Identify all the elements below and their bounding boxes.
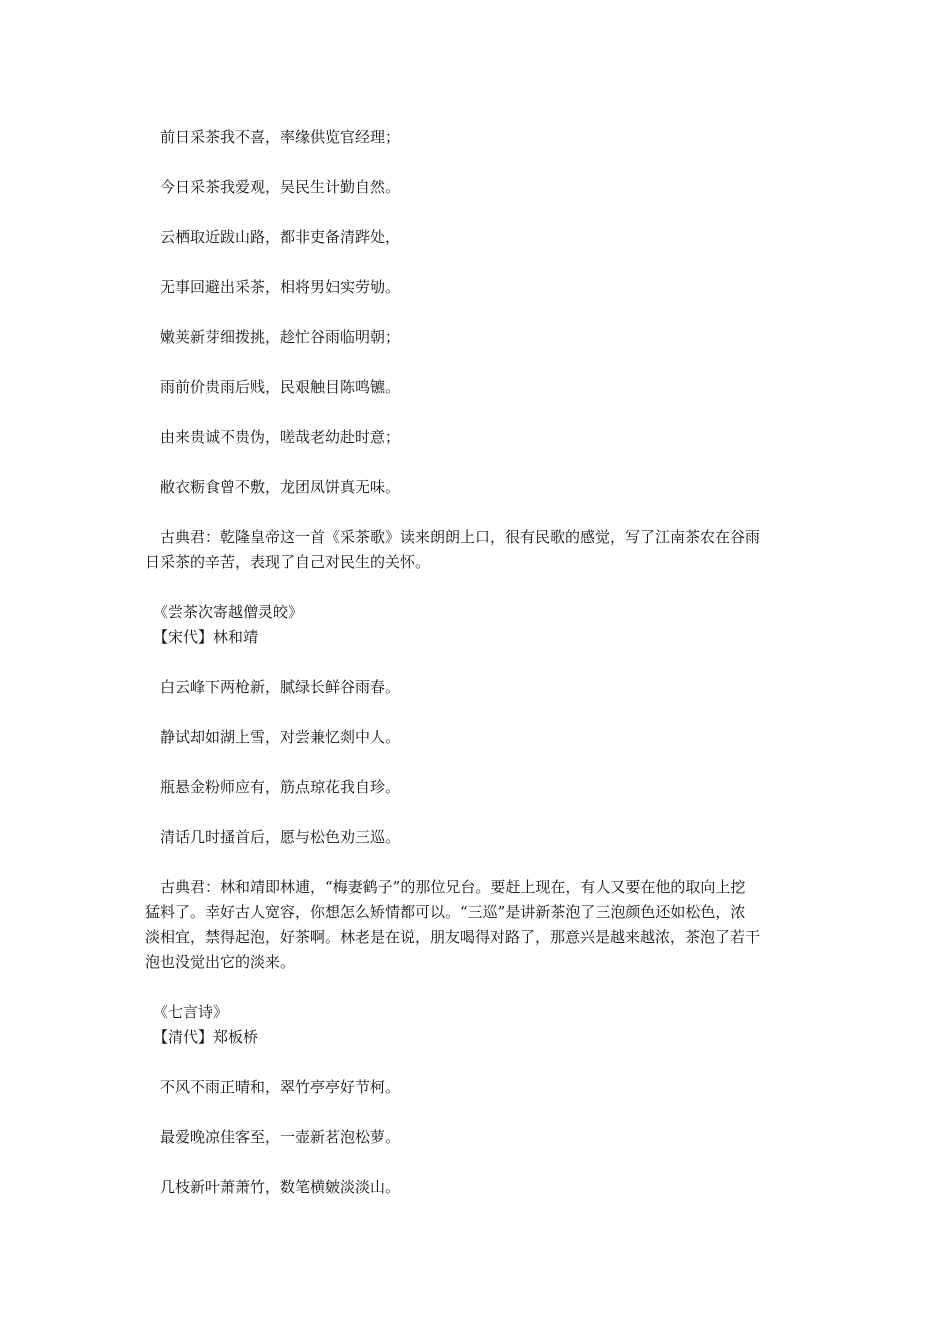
- poem3-line-3: 几枝新叶萧萧竹，数笔横皴淡淡山。: [160, 1178, 401, 1196]
- poem2-line-2: 静试却如湖上雪，对尝兼忆剡中人。: [160, 728, 401, 746]
- poem1-commentary-line-2: 日采茶的辛苦，表现了自己对民生的关怀。: [145, 553, 431, 571]
- poem2-title: 《尝茶次寄越僧灵皎》: [153, 603, 304, 621]
- poem1-line-6: 雨前价贵雨后贱，民艰触目陈鸣镳。: [160, 378, 401, 396]
- poem1-line-2: 今日采茶我爱观，吴民生计勤自然。: [160, 178, 401, 196]
- poem1-line-7: 由来贵诚不贵伪，嗟哉老幼赴时意；: [160, 428, 401, 446]
- poem1-commentary-line-1: 古典君：乾隆皇帝这一首《采茶歌》读来朗朗上口，很有民歌的感觉，写了江南茶农在谷雨: [160, 528, 761, 546]
- poem1-line-1: 前日采茶我不喜，率缘供览官经理；: [160, 128, 401, 146]
- poem2-commentary-line-3: 淡相宜，禁得起泡，好茶啊。林老是在说，朋友喝得对路了，那意兴是越来越浓，茶泡了若干: [145, 928, 761, 946]
- poem1-line-4: 无事回避出采茶，相将男妇实劳劬。: [160, 278, 401, 296]
- poem2-line-1: 白云峰下两枪新，腻绿长鲜谷雨春。: [160, 678, 401, 696]
- poem2-author: 【宋代】林和靖: [153, 628, 259, 646]
- poem3-line-1: 不风不雨正晴和，翠竹亭亭好节柯。: [160, 1078, 401, 1096]
- poem1-line-8: 敝衣粝食曾不敷，龙团凤饼真无味。: [160, 478, 401, 496]
- poem3-title: 《七言诗》: [153, 1003, 229, 1021]
- poem2-commentary-line-2: 猛料了。幸好古人宽容，你想怎么矫情都可以。“三巡”是讲新茶泡了三泡颜色还如松色，浓: [145, 903, 746, 921]
- poem1-line-5: 嫩荚新芽细拨挑，趁忙谷雨临明朝；: [160, 328, 401, 346]
- poem2-commentary-line-4: 泡也没觉出它的淡来。: [145, 953, 296, 971]
- poem2-line-3: 瓶悬金粉师应有，筋点琼花我自珍。: [160, 778, 401, 796]
- poem2-commentary-line-1: 古典君：林和靖即林逋，“梅妻鹤子”的那位兄台。要赶上现在，有人又要在他的取向上挖: [160, 878, 746, 896]
- poem3-line-2: 最爱晚凉佳客至，一壶新茗泡松萝。: [160, 1128, 401, 1146]
- poem3-author: 【清代】郑板桥: [153, 1028, 259, 1046]
- poem1-line-3: 云栖取近跋山路，都非吏备清跸处，: [160, 228, 401, 246]
- poem2-line-4: 清话几时搔首后，愿与松色劝三巡。: [160, 828, 401, 846]
